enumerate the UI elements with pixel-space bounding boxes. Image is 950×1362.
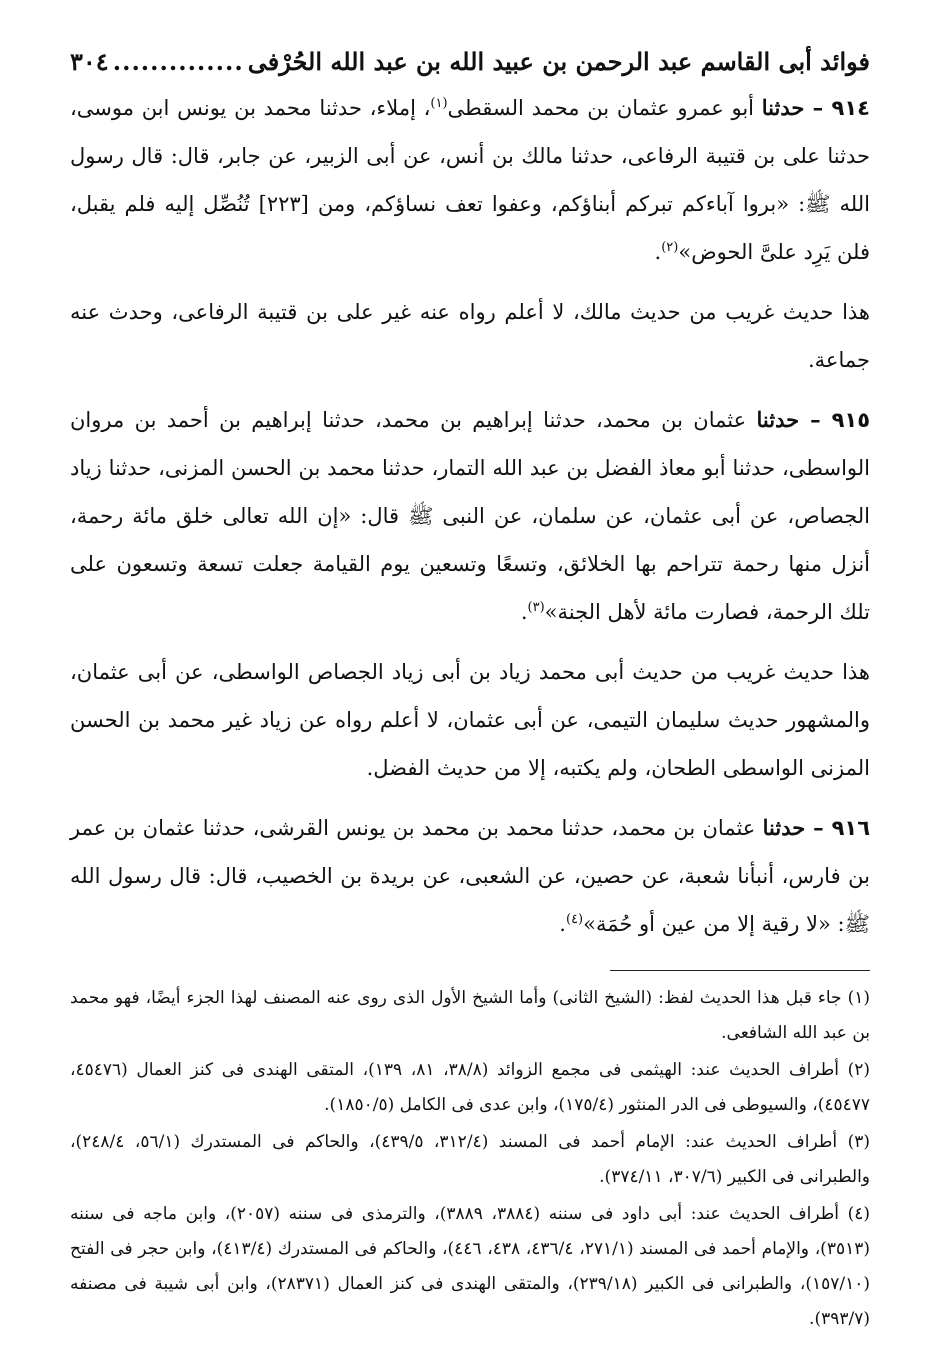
footnote-mark: (١) [847, 988, 870, 1008]
footnote-ref: (٢) [661, 240, 679, 255]
hadith-text: عثمان بن محمد، حدثنا إبراهيم بن محمد، حدثنا إبراهيم بن أحمد بن مروان الواسطى، حدثنا أبو معاذ الفضل بن عبد الله التمار، حدثنا محمد بن الحسن المزنى، حدثنا زياد الجصاص، عن أبى عثمان، عن سلمان، عن النبى ﷺ قال: «إن الله تعالى خلق مائة رحمة، أنزل منها رحمة تتراحم بها الخلائق، وتسعًا وتسعين يوم القيامة جعلت تسعة وتسعون على تلك الرحمة، فصارت مائة لأهل الجنة» [70, 408, 870, 624]
footnote-text: جاء قبل هذا الحديث لفظ: (الشيخ الثانى) وأما الشيخ الأول الذى روى عنه المصنف لهذا الجزء أيضًا، فهو محمد بن عبد الله الشافعى. [70, 988, 870, 1043]
hadith-915 [70, 396, 870, 636]
page-number: ٣٠٤ [70, 47, 109, 76]
footnote-mark: (٢) [847, 1060, 870, 1080]
hadith-916 [70, 804, 870, 948]
footnote-separator [610, 970, 870, 971]
hadith-end: . [654, 240, 662, 264]
hadith-text: أبو عمرو عثمان بن محمد السقطى [447, 96, 762, 120]
footnote-2 [70, 1053, 870, 1123]
hadith-number: ٩١٤ [831, 96, 870, 120]
hadith-comment: هذا حديث غريب من حديث أبى محمد زياد بن أبى زياد الجصاص الواسطى، عن أبى عثمان، والمشهور حديث سليمان التيمى، عن أبى عثمان، لا أعلم رواه عن زياد غير محمد بن الحسن المزنى الواسطى الطحان، ولم يكتبه، إلا من حديث الفضل. [70, 660, 870, 780]
footnote-ref: (٣) [527, 600, 545, 615]
footnote-mark: (٣) [847, 1132, 871, 1152]
page-title: فوائد أبى القاسم عبد الرحمن بن عبيد الله بن عبد الله الحُرْفى [247, 47, 870, 76]
hadith-dash: – [804, 95, 832, 120]
hadith-lead: حدثنا [756, 407, 800, 432]
hadith-lead: حدثنا [762, 815, 806, 840]
hadith-comment: هذا حديث غريب من حديث مالك، لا أعلم رواه عنه غير على بن قتيبة الرفاعى، وحدث عنه جماعة. [70, 300, 870, 372]
hadith-914 [70, 84, 870, 276]
hadith-text: ، إملاء، حدثنا محمد بن يونس ابن موسى، حدثنا على بن قتيبة الرفاعى، حدثنا مالك بن أنس، عن أبى الزبير، عن جابر، قال: قال رسول الله ﷺ: «بروا آباءكم تبركم أبناؤكم، وعفوا تعف نساؤكم، ومن [٢٢٣] تُنُصِّل إليه فلم يقبل، فلن يَرِد علىَّ الحوض» [70, 96, 870, 264]
footnote-4 [70, 1197, 870, 1337]
footnote-ref: (٤) [565, 912, 584, 927]
hadith-text: عثمان بن محمد، حدثنا محمد بن محمد بن يونس القرشى، حدثنا عثمان بن عمر بن فارس، أنبأنا شعبة، عن حصين، عن الشعبى، عن بريدة بن الخصيب، قال: قال رسول الله ﷺ: «لا رقية إلا من عين أو حُمَة» [70, 816, 870, 936]
leader-dots: .............. [112, 47, 244, 76]
footnote-text: أطراف الحديث عند: أبى داود فى سننه (٣٨٨٤، ٣٨٨٩)، والترمذى فى سننه (٢٠٥٧)، وابن ماجه فى سننه (٣٥١٣)، والإمام أحمد فى المسند (٢٧١/١، ٤٣٦/٤، ٤٣٨، ٤٤٦)، والحاكم فى المستدرك (٤١٣/٤)، وابن حجر فى الفتح (١٥٧/١٠)، والطبرانى فى الكبير (٢٣٩/١٨)، والمتقى الهندى فى كنز العمال (٢٨٣٧١)، وابن أبى شيبة فى مصنفه (٣٩٣/٧). [70, 1204, 870, 1329]
footnote-1 [70, 981, 870, 1051]
footnote-3 [70, 1125, 870, 1195]
hadith-dash: – [799, 407, 832, 432]
hadith-number: ٩١٥ [831, 408, 871, 432]
book-page [70, 40, 870, 1339]
footnote-mark: (٤) [847, 1204, 871, 1224]
hadith-lead: حدثنا [761, 95, 805, 120]
hadith-end: . [520, 600, 528, 624]
footnote-ref: (١) [430, 96, 448, 111]
footnote-text: أطراف الحديث عند: الإمام أحمد فى المسند (٣١٢/٤، ٤٣٩/٥)، والحاكم فى المستدرك (٥٦/١، ٢٤٨/٤)، والطبرانى فى الكبير (٣٠٧/٦، ٣٧٤/١١). [70, 1132, 870, 1187]
footnote-text: أطراف الحديث عند: الهيثمى فى مجمع الزوائد (٣٨/٨، ٨١، ١٣٩)، المتقى الهندى فى كنز العمال (٤٥٤٧٦، ٤٥٤٧٧)، والسيوطى فى الدر المنثور (١٧٥/٤)، وابن عدى فى الكامل (١٨٥٠/٥). [70, 1060, 870, 1115]
hadith-end: . [559, 912, 566, 936]
hadith-number: ٩١٦ [831, 816, 871, 840]
hadith-dash: – [805, 815, 832, 840]
running-header [70, 40, 870, 84]
